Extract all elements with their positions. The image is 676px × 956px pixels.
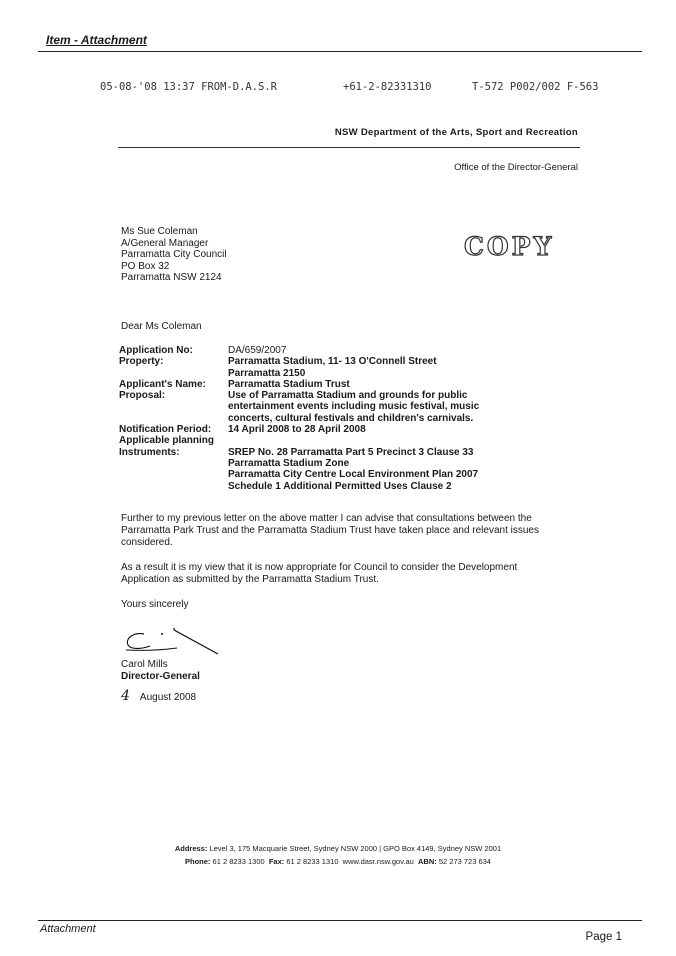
detail-value: 14 April 2008 to 28 April 2008 xyxy=(228,424,366,436)
department-name: NSW Department of the Arts, Sport and Recreation xyxy=(334,127,578,138)
recipient-line: Parramatta City Council xyxy=(121,249,227,261)
recipient-address xyxy=(121,226,227,284)
header-rule xyxy=(38,51,642,52)
date-month-year: August 2008 xyxy=(139,692,197,703)
application-details xyxy=(119,345,479,492)
detail-row xyxy=(119,356,479,379)
page-number: Page 1 xyxy=(585,931,622,943)
salutation: Dear Ms Coleman xyxy=(121,321,202,332)
closing-text: Yours sincerely xyxy=(121,599,189,610)
body-paragraph-2: As a result it is my view that it is now appropriate for Council to consider the Development Application as submitted by the Parramatta Stadium Trust. xyxy=(121,562,518,585)
signatory-name: Carol Mills xyxy=(121,659,168,670)
detail-value: Parramatta Stadium, 11- 13 O'Connell Street Parramatta 2150 xyxy=(228,356,437,379)
office-name: Office of the Director-General xyxy=(454,162,578,173)
footer-address xyxy=(0,844,676,853)
body-paragraph-1: Further to my previous letter on the above matter I can advise that consultations between the Parramatta Park Trust and the Parramatta Stadium Trust have taken place and relevant issues considered. xyxy=(121,513,539,548)
phone-number: 61 2 8233 1300 xyxy=(212,857,265,866)
address-label: Address: xyxy=(174,844,208,853)
detail-row xyxy=(119,424,479,435)
detail-value: Use of Parramatta Stadium and grounds for public entertainment events including music festival, music concerts, cultural festivals and children's carnivals. xyxy=(228,390,480,424)
phone-label: Phone: xyxy=(185,857,211,866)
detail-label: Proposal: xyxy=(119,390,166,402)
fax-label: Fax: xyxy=(268,857,285,866)
handwritten-day: 4 xyxy=(121,688,130,704)
detail-row xyxy=(119,435,479,491)
signature-image xyxy=(122,626,222,663)
letter-date xyxy=(121,688,196,704)
detail-row xyxy=(119,345,479,356)
signatory-block xyxy=(121,659,200,683)
recipient-line: Parramatta NSW 2124 xyxy=(121,272,222,284)
footer-rule xyxy=(38,920,642,921)
detail-label: Application No: xyxy=(119,345,193,356)
detail-label: Notification Period: xyxy=(119,424,212,436)
fax-header-pages: T-572 P002/002 F-563 xyxy=(472,81,599,93)
detail-row xyxy=(119,379,479,390)
detail-label: Property: xyxy=(119,356,164,368)
abn-label: ABN: xyxy=(418,857,437,866)
abn-number: 52 273 723 634 xyxy=(438,857,491,866)
website: www.dasr.nsw.gov.au xyxy=(342,857,414,866)
fax-number: 61 2 8233 1310 xyxy=(286,857,339,866)
recipient-line: Ms Sue Coleman xyxy=(121,226,198,237)
recipient-line: PO Box 32 xyxy=(121,260,170,272)
copy-stamp: COPY xyxy=(464,232,555,261)
address-text: Level 3, 175 Macquarie Street, Sydney NSW 2000 | GPO Box 4149, Sydney NSW 2001 xyxy=(209,844,502,853)
detail-value: DA/659/2007 xyxy=(228,345,287,356)
detail-row xyxy=(119,390,479,424)
detail-label: Applicable planning Instruments: xyxy=(119,435,215,458)
recipient-line: A/General Manager xyxy=(121,237,209,249)
page-header-label: Item - Attachment xyxy=(46,33,147,47)
footer-contact xyxy=(0,857,676,866)
detail-value: SREP No. 28 Parramatta Part 5 Precinct 3 Clause 33 Parramatta Stadium Zone Parramatta City Centre Local Environment Plan 2007 Schedule 1 Additional Permitted Uses Clause 2 xyxy=(228,446,479,492)
detail-value: Parramatta Stadium Trust xyxy=(228,378,350,390)
detail-label: Applicant's Name: xyxy=(119,378,206,390)
fax-header-left: 05-08-'08 13:37 FROM-D.A.S.R xyxy=(100,81,278,93)
signatory-title: Director-General xyxy=(121,671,200,682)
footer-attachment-label: Attachment xyxy=(40,923,96,935)
fax-header-number: +61-2-82331310 xyxy=(343,81,432,93)
letterhead-rule xyxy=(118,147,580,148)
